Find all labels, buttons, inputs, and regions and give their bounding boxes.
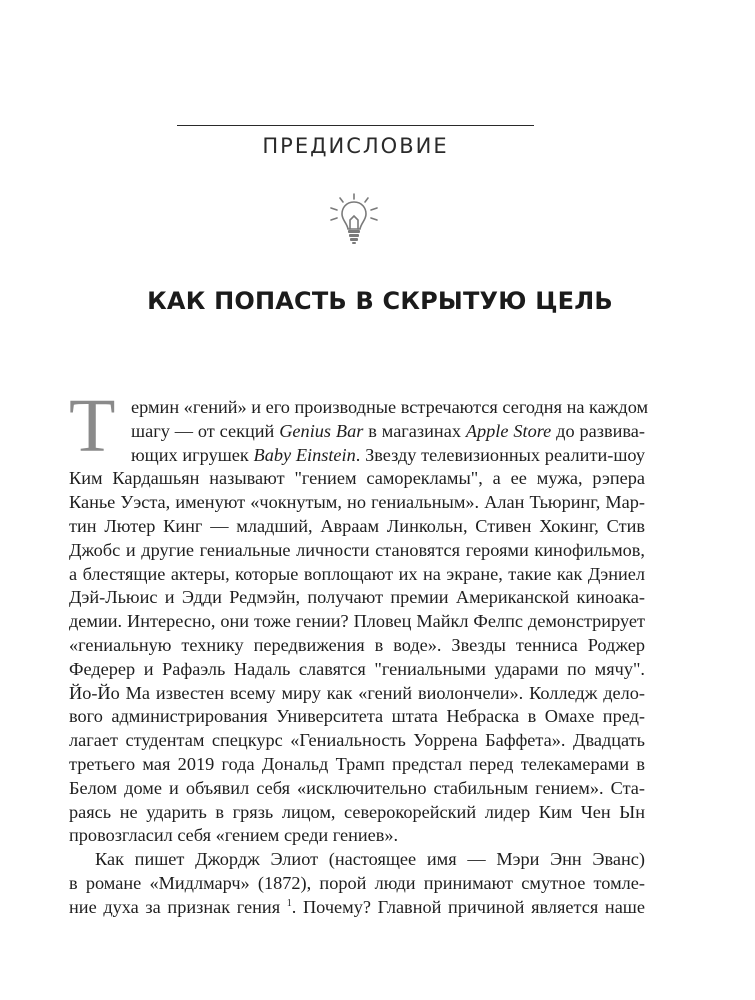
text-line: демии. Интересно, они тоже гении? Пловец Майкл Фелпс демонстрирует xyxy=(69,611,645,632)
text-line: шагу — от секций Genius Bar в магазинах Apple Store до развива- xyxy=(131,420,645,441)
text-line: вого администрирования Университета штата Небраска в Омахе пред- xyxy=(69,706,645,727)
text-line: третьего мая 2019 года Дональд Трамп предстал перед телекамерами в xyxy=(69,753,645,774)
text-line: раясь не ударить в грязь лицом, северокорейский лидер Ким Чен Ын xyxy=(69,801,645,822)
text-line: Белом доме и объявил себя «исключительно стабильным гением». Ста- xyxy=(69,777,645,798)
text-line: провозгласил себя «гением среди гениев». xyxy=(69,825,399,846)
text-line: Йо-Йо Ма известен всему миру как «гений виолончели». Колледж дело- xyxy=(69,682,645,703)
text-line: Джобс и другие гениальные личности становятся героями кинофильмов, xyxy=(69,539,645,560)
text-line: Канье Уэста, именуют «чокнутым, но гениальным». Алан Тьюринг, Мар- xyxy=(69,492,645,513)
text-line: «гениальную технику передвижения в воде». Звезды тенниса Роджер xyxy=(69,634,645,655)
text-line: в романе «Мидлмарч» (1872), порой люди принимают смутное томле- xyxy=(69,872,645,893)
text-line: Дэй-Льюис и Эдди Редмэйн, получают премии Американской киноака- xyxy=(69,587,645,608)
section-label: ПРЕДИСЛОВИЕ xyxy=(262,134,449,158)
footnote-ref[interactable]: 1 xyxy=(286,897,292,909)
text-line: Ким Кардашьян называют "гением саморекламы", а ее мужа, рэпера xyxy=(69,468,645,489)
text-line: а блестящие актеры, которые воплощают их на экране, такие как Дэниел xyxy=(69,563,645,584)
header-rule xyxy=(177,125,534,126)
text-line: лагает студентам спецкурс «Гениальность Уоррена Баффета». Двадцать xyxy=(69,730,645,751)
text-line: ермин «гений» и его производные встречаются сегодня на каждом xyxy=(131,397,649,417)
text-line: Как пишет Джордж Элиот (настоящее имя — Мэри Энн Эванс) xyxy=(95,849,645,870)
text-line: ние духа за признак гения $^1$. Почему? Главной причиной является наше xyxy=(69,896,645,917)
text-line: тин Лютер Кинг — младший, Авраам Линкольн, Стивен Хокинг, Стив xyxy=(69,515,645,536)
chapter-title: КАК ПОПАСТЬ В СКРЫТУЮ ЦЕЛЬ xyxy=(147,287,613,315)
text-line: ющих игрушек Baby Einstein. Звезду телевизионных реалити-шоу xyxy=(131,444,645,465)
text-line: Федерер и Рафаэль Надаль славятся "гениальными ударами по мячу". xyxy=(69,658,645,679)
lightbulb-icon xyxy=(328,192,380,246)
body-text xyxy=(69,384,649,920)
drop-cap: Т xyxy=(69,384,116,468)
